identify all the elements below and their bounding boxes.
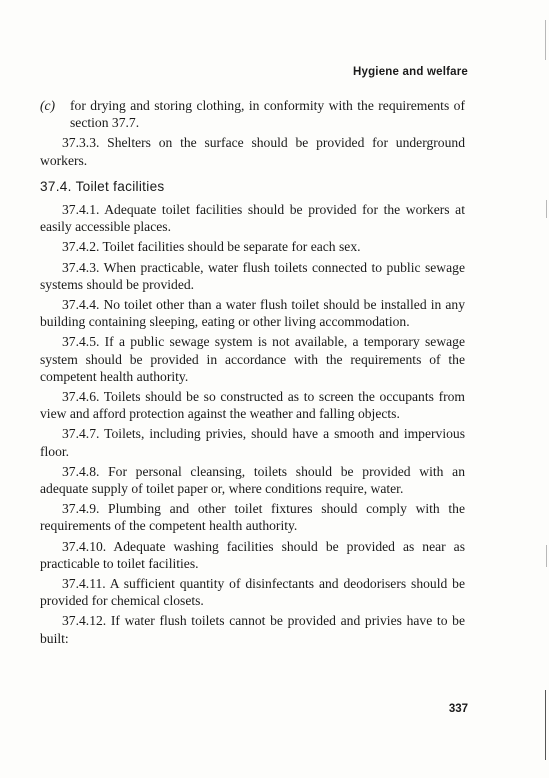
paragraph-37-4-2: 37.4.2. Toilet facilities should be separate for each sex. [62,239,361,255]
paragraph-37-4-6: 37.4.6. Toilets should be so constructed as to screen the occupants from view and afford protection against the weather and falling objects. [40,389,465,422]
scan-edge-mark [545,690,546,760]
paragraph-37-4-10: 37.4.10. Adequate washing facilities should be provided as near as practicable to toilet facilities. [40,538,465,571]
paragraph-37-4-5: 37.4.5. If a public sewage system is not available, a temporary sewage system should be provided in accordance with the requirements of the competent health authority. [40,334,465,384]
running-head: Hygiene and welfare [352,66,468,78]
paragraph-37-4-4: 37.4.4. No toilet other than a water flush toilet should be installed in any building containing sleeping, eating or other living accommodation. [40,297,465,330]
list-item-c [40,97,465,131]
scan-edge-mark [546,545,547,567]
paragraph-37-4-8: 37.4.8. For personal cleansing, toilets should be provided with an adequate supply of toilet paper or, where conditions require, water. [40,463,465,497]
section-heading: 37.4. Toilet facilities [40,178,165,194]
page-number: 337 [448,703,468,715]
paragraph-37-4-1: 37.4.1. Adequate toilet facilities should be provided for the workers at easily accessible places. [40,202,465,235]
body-text [40,97,465,650]
paragraph-37-4-12: 37.4.12. If water flush toilets cannot be provided and privies have to be built: [40,613,465,646]
paragraph-37-4-7: 37.4.7. Toilets, including privies, should have a smooth and impervious floor. [40,426,465,459]
list-item-text: for drying and storing clothing, in conformity with the requirements of section 37.7. [70,98,465,131]
paragraph-37-3-3: 37.3.3. Shelters on the surface should be provided for underground workers. [40,135,465,168]
scan-edge-mark [546,200,547,218]
paragraph-37-4-9: 37.4.9. Plumbing and other toilet fixtures should comply with the requirements of the competent health authority. [40,501,465,534]
paragraph-37-4-11: 37.4.11. A sufficient quantity of disinfectants and deodorisers should be provided for chemical closets. [40,576,465,609]
paragraph-37-4-3: 37.4.3. When practicable, water flush toilets connected to public sewage systems should be provided. [40,259,465,292]
list-item-marker: (c) [40,98,56,113]
scan-edge-mark [545,20,546,60]
